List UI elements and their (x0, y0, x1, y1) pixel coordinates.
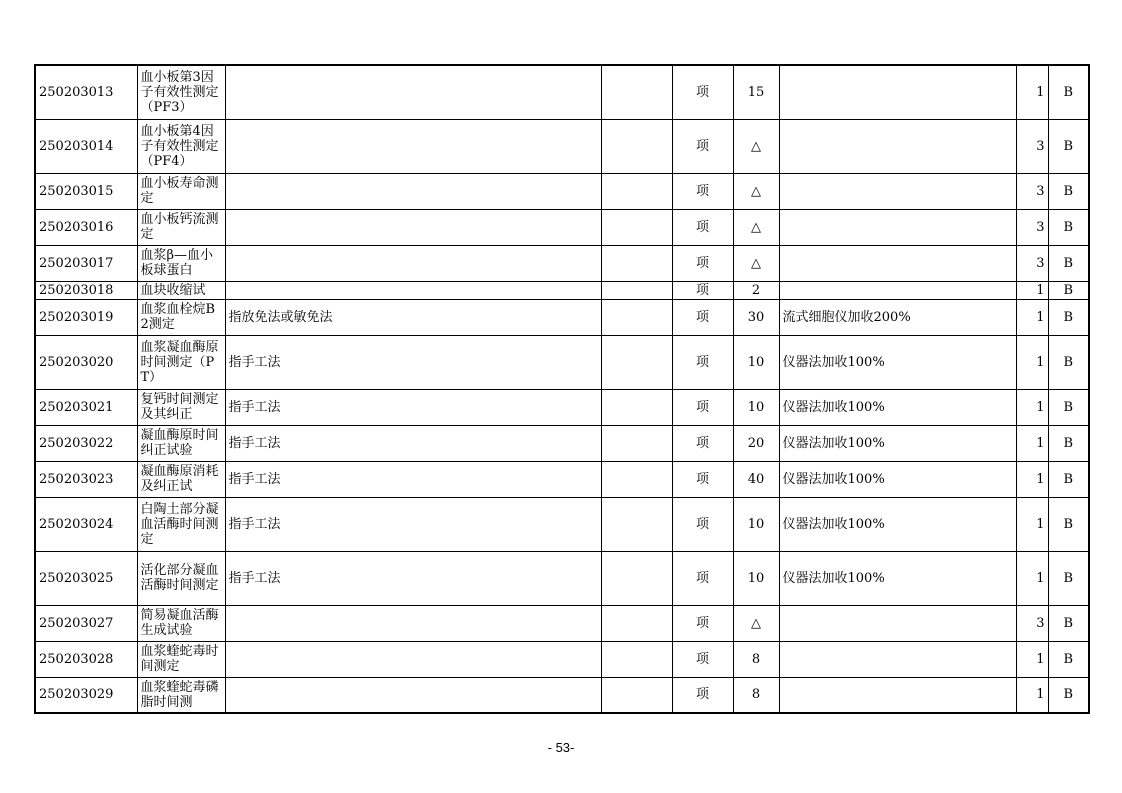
item-name-cell: 复钙时间测定及其纠正 (137, 389, 225, 425)
item-unit-cell: 项 (672, 677, 733, 713)
item-name-cell: 血浆凝血酶原时间测定（PT） (137, 335, 225, 389)
item-unit-cell: 项 (672, 461, 733, 497)
item-class-cell: B (1048, 335, 1089, 389)
item-class-cell: B (1048, 65, 1089, 119)
item-price-cell: 30 (733, 299, 779, 335)
item-excluded-cell (601, 335, 672, 389)
item-class-cell: B (1048, 389, 1089, 425)
item-content-cell (225, 641, 601, 677)
item-note-cell (779, 173, 1016, 209)
item-code-cell: 250203015 (35, 173, 137, 209)
table-row (35, 173, 1089, 209)
page-number: - 53- (547, 740, 575, 755)
table-row (35, 461, 1089, 497)
item-excluded-cell (601, 65, 672, 119)
table-row (35, 425, 1089, 461)
item-code-cell: 250203019 (35, 299, 137, 335)
item-code-cell: 250203024 (35, 497, 137, 551)
item-name-cell: 血小板寿命测定 (137, 173, 225, 209)
table-row (35, 281, 1089, 299)
item-unit-cell: 项 (672, 389, 733, 425)
item-note-cell: 仪器法加收100% (779, 497, 1016, 551)
item-note-cell: 仪器法加收100% (779, 335, 1016, 389)
item-price-cell: 15 (733, 65, 779, 119)
item-excluded-cell (601, 425, 672, 461)
item-name-cell: 血小板第3因子有效性测定（PF3） (137, 65, 225, 119)
item-unit-cell: 项 (672, 299, 733, 335)
item-grade-cell: 1 (1016, 299, 1048, 335)
item-class-cell: B (1048, 641, 1089, 677)
item-class-cell: B (1048, 497, 1089, 551)
item-name-cell: 活化部分凝血活酶时间测定 (137, 551, 225, 605)
item-content-cell (225, 65, 601, 119)
item-grade-cell: 3 (1016, 245, 1048, 281)
item-content-cell: 指手工法 (225, 425, 601, 461)
item-price-cell: 40 (733, 461, 779, 497)
item-name-cell: 血浆血栓烷B2测定 (137, 299, 225, 335)
item-content-cell (225, 281, 601, 299)
item-price-cell: 10 (733, 335, 779, 389)
item-code-cell: 250203029 (35, 677, 137, 713)
table-row (35, 65, 1089, 119)
item-excluded-cell (601, 389, 672, 425)
item-name-cell: 血小板第4因子有效性测定（PF4） (137, 119, 225, 173)
item-excluded-cell (601, 461, 672, 497)
item-name-cell: 血块收缩试 (137, 281, 225, 299)
item-content-cell (225, 173, 601, 209)
item-code-cell: 250203014 (35, 119, 137, 173)
table-row (35, 641, 1089, 677)
item-excluded-cell (601, 641, 672, 677)
table-row (35, 605, 1089, 641)
item-note-cell (779, 209, 1016, 245)
item-unit-cell: 项 (672, 65, 733, 119)
item-content-cell (225, 677, 601, 713)
item-grade-cell: 3 (1016, 173, 1048, 209)
item-price-cell: 8 (733, 641, 779, 677)
item-price-cell: △ (733, 209, 779, 245)
item-note-cell: 仪器法加收100% (779, 461, 1016, 497)
item-class-cell: B (1048, 209, 1089, 245)
item-class-cell: B (1048, 299, 1089, 335)
item-class-cell: B (1048, 677, 1089, 713)
item-content-cell (225, 209, 601, 245)
item-excluded-cell (601, 677, 672, 713)
item-grade-cell: 1 (1016, 677, 1048, 713)
item-code-cell: 250203021 (35, 389, 137, 425)
item-unit-cell: 项 (672, 605, 733, 641)
item-grade-cell: 1 (1016, 281, 1048, 299)
item-price-cell: △ (733, 119, 779, 173)
item-name-cell: 简易凝血活酶生成试验 (137, 605, 225, 641)
item-name-cell: 凝血酶原消耗及纠正试 (137, 461, 225, 497)
item-grade-cell: 1 (1016, 551, 1048, 605)
item-note-cell (779, 641, 1016, 677)
item-code-cell: 250203025 (35, 551, 137, 605)
item-content-cell: 指手工法 (225, 461, 601, 497)
item-unit-cell: 项 (672, 281, 733, 299)
item-code-cell: 250203023 (35, 461, 137, 497)
item-content-cell: 指手工法 (225, 335, 601, 389)
item-code-cell: 250203022 (35, 425, 137, 461)
fee-table (34, 64, 1090, 714)
item-name-cell: 血浆β—血小板球蛋白 (137, 245, 225, 281)
item-grade-cell: 1 (1016, 425, 1048, 461)
item-note-cell (779, 245, 1016, 281)
item-class-cell: B (1048, 119, 1089, 173)
item-note-cell (779, 65, 1016, 119)
item-price-cell: 8 (733, 677, 779, 713)
item-class-cell: B (1048, 281, 1089, 299)
item-grade-cell: 1 (1016, 497, 1048, 551)
item-class-cell: B (1048, 551, 1089, 605)
item-content-cell (225, 245, 601, 281)
item-grade-cell: 3 (1016, 209, 1048, 245)
item-unit-cell: 项 (672, 245, 733, 281)
item-class-cell: B (1048, 245, 1089, 281)
item-content-cell (225, 119, 601, 173)
item-excluded-cell (601, 209, 672, 245)
item-name-cell: 血小板钙流测定 (137, 209, 225, 245)
item-unit-cell: 项 (672, 209, 733, 245)
item-code-cell: 250203027 (35, 605, 137, 641)
item-code-cell: 250203013 (35, 65, 137, 119)
item-note-cell (779, 281, 1016, 299)
item-price-cell: 2 (733, 281, 779, 299)
item-name-cell: 凝血酶原时间纠正试验 (137, 425, 225, 461)
item-note-cell: 仪器法加收100% (779, 425, 1016, 461)
item-unit-cell: 项 (672, 335, 733, 389)
item-name-cell: 血浆蝰蛇毒时间测定 (137, 641, 225, 677)
table-row (35, 497, 1089, 551)
item-note-cell (779, 119, 1016, 173)
item-unit-cell: 项 (672, 641, 733, 677)
item-note-cell: 仪器法加收100% (779, 389, 1016, 425)
item-name-cell: 血浆蝰蛇毒磷脂时间测 (137, 677, 225, 713)
table-row (35, 551, 1089, 605)
table-row (35, 677, 1089, 713)
item-grade-cell: 3 (1016, 119, 1048, 173)
item-class-cell: B (1048, 425, 1089, 461)
item-price-cell: 20 (733, 425, 779, 461)
item-unit-cell: 项 (672, 425, 733, 461)
item-unit-cell: 项 (672, 173, 733, 209)
table-row (35, 389, 1089, 425)
item-grade-cell: 1 (1016, 335, 1048, 389)
item-grade-cell: 1 (1016, 461, 1048, 497)
item-note-cell: 流式细胞仪加收200% (779, 299, 1016, 335)
item-class-cell: B (1048, 461, 1089, 497)
table-row (35, 299, 1089, 335)
table-row (35, 335, 1089, 389)
item-content-cell: 指放免法或敏免法 (225, 299, 601, 335)
item-code-cell: 250203017 (35, 245, 137, 281)
item-grade-cell: 1 (1016, 65, 1048, 119)
item-grade-cell: 1 (1016, 389, 1048, 425)
item-name-cell: 白陶土部分凝血活酶时间测定 (137, 497, 225, 551)
item-note-cell (779, 605, 1016, 641)
item-class-cell: B (1048, 173, 1089, 209)
item-excluded-cell (601, 281, 672, 299)
item-price-cell: 10 (733, 551, 779, 605)
item-excluded-cell (601, 551, 672, 605)
item-code-cell: 250203028 (35, 641, 137, 677)
item-excluded-cell (601, 605, 672, 641)
item-code-cell: 250203020 (35, 335, 137, 389)
item-price-cell: 10 (733, 389, 779, 425)
item-content-cell: 指手工法 (225, 389, 601, 425)
item-excluded-cell (601, 245, 672, 281)
item-price-cell: △ (733, 245, 779, 281)
item-price-cell: △ (733, 605, 779, 641)
item-price-cell: △ (733, 173, 779, 209)
item-note-cell: 仪器法加收100% (779, 551, 1016, 605)
item-unit-cell: 项 (672, 551, 733, 605)
item-unit-cell: 项 (672, 119, 733, 173)
item-content-cell (225, 605, 601, 641)
table-row (35, 119, 1089, 173)
item-code-cell: 250203018 (35, 281, 137, 299)
item-content-cell: 指手工法 (225, 551, 601, 605)
item-note-cell (779, 677, 1016, 713)
item-excluded-cell (601, 173, 672, 209)
item-excluded-cell (601, 497, 672, 551)
table-row (35, 209, 1089, 245)
item-price-cell: 10 (733, 497, 779, 551)
item-excluded-cell (601, 119, 672, 173)
item-grade-cell: 1 (1016, 641, 1048, 677)
item-excluded-cell (601, 299, 672, 335)
item-code-cell: 250203016 (35, 209, 137, 245)
item-class-cell: B (1048, 605, 1089, 641)
item-unit-cell: 项 (672, 497, 733, 551)
item-content-cell: 指手工法 (225, 497, 601, 551)
item-grade-cell: 3 (1016, 605, 1048, 641)
table-row (35, 245, 1089, 281)
